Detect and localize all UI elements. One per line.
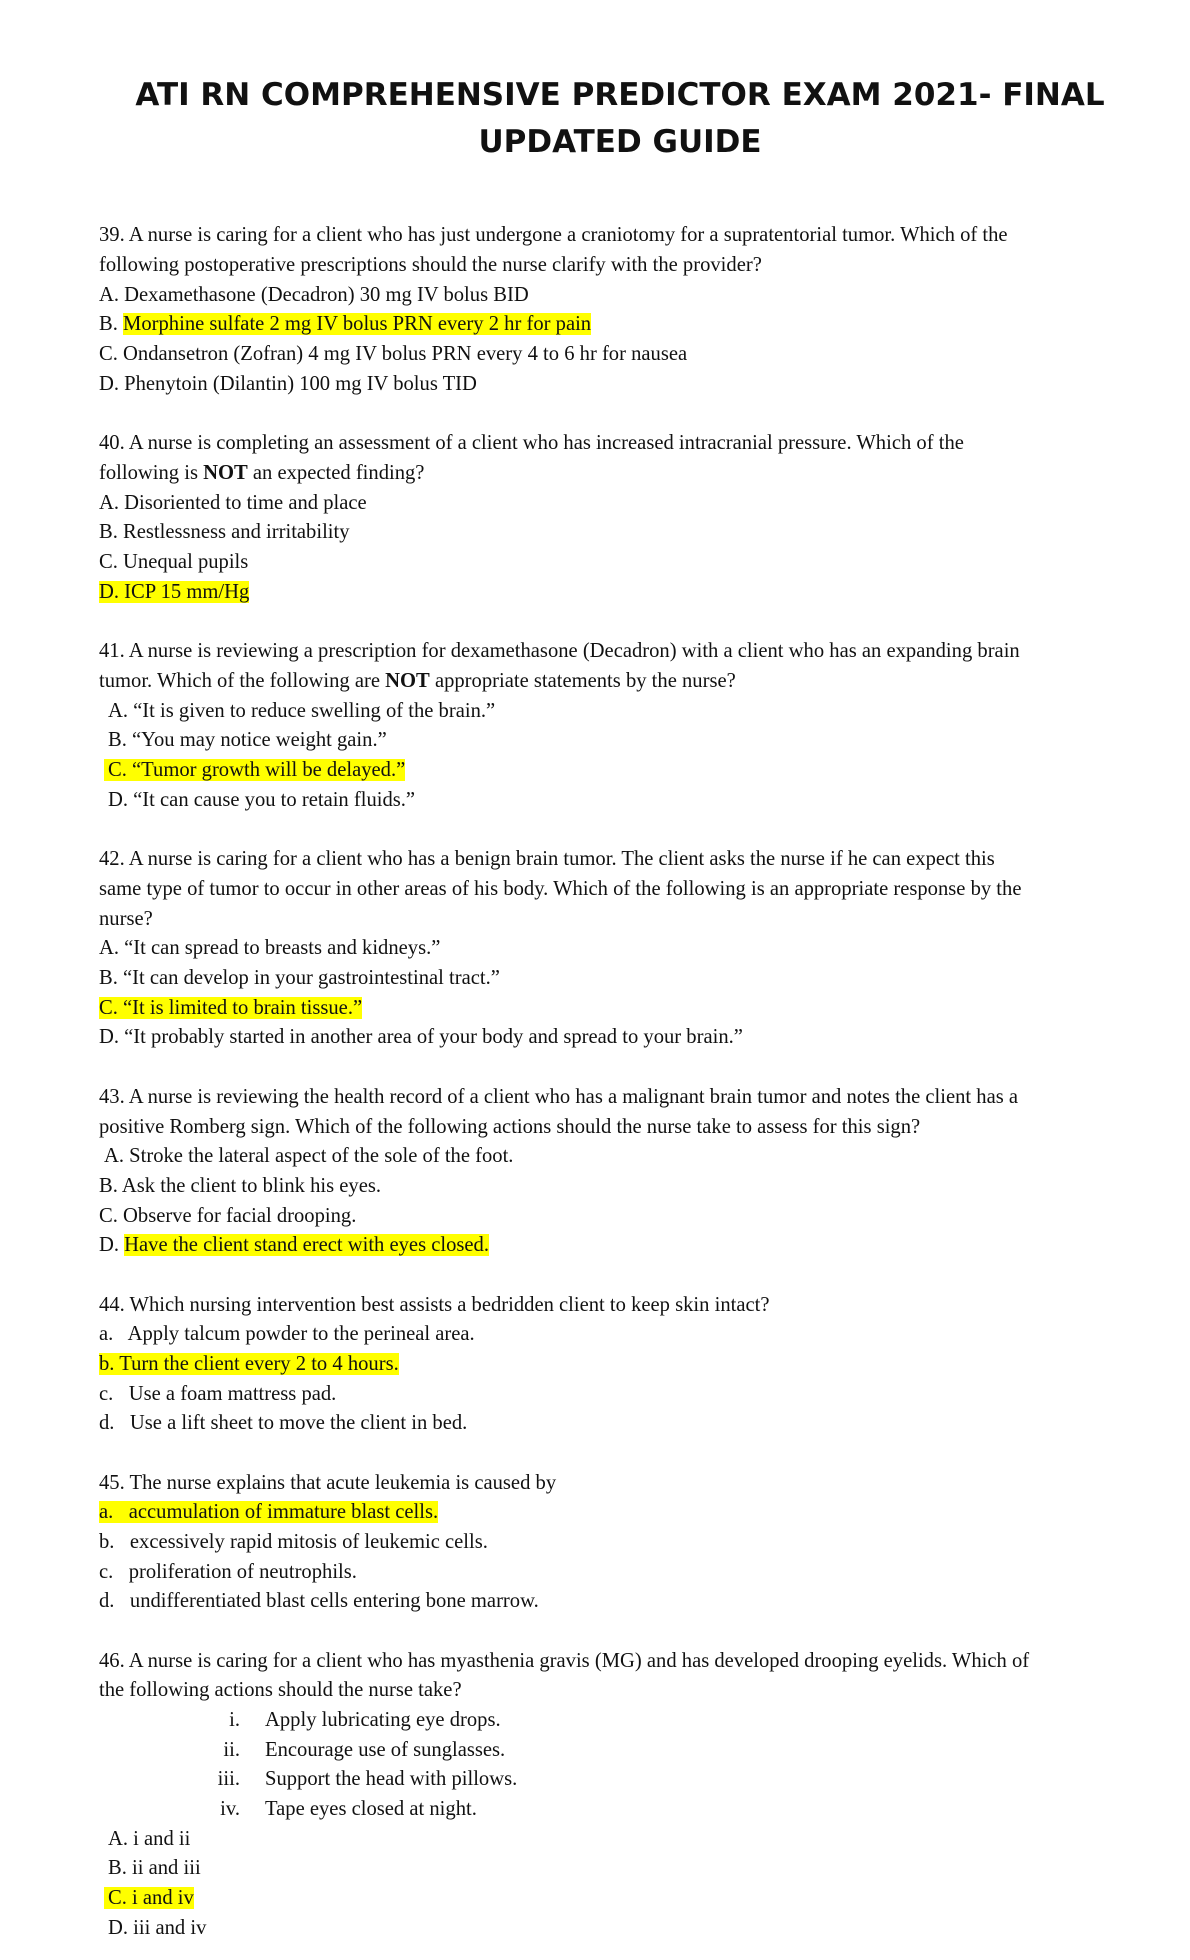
q43-option-d	[99, 1231, 489, 1261]
q39-option-a: A. Dexamethasone (Decadron) 30 mg IV bolus BID	[99, 284, 529, 306]
q40-option-d	[99, 578, 249, 608]
q40-answer-highlight: D. ICP 15 mm/Hg	[99, 581, 250, 603]
q41-option-d: D. “It can cause you to retain fluids.”	[108, 789, 416, 811]
q46-answer-highlight: C. i and iv	[104, 1887, 194, 1909]
q46-item-num: iii.	[217, 1768, 240, 1790]
q39-answer-highlight: Morphine sulfate 2 mg IV bolus PRN every 2 hr for pain	[123, 313, 592, 335]
q44-option-b	[99, 1350, 399, 1380]
q45-option-c: c. proliferation of neutrophils.	[99, 1561, 357, 1583]
q45-answer-highlight: a. accumulation of immature blast cells.	[99, 1501, 439, 1523]
q43-option-d-prefix: D.	[99, 1234, 125, 1256]
q41-stem-line-2	[99, 667, 736, 697]
q44-stem: 44. Which nursing intervention best assists a bedridden client to keep skin intact?	[99, 1294, 770, 1316]
q45-stem: 45. The nurse explains that acute leukemia is caused by	[99, 1472, 557, 1494]
q43-stem-line-1: 43. A nurse is reviewing the health record of a client who has a malignant brain tumor and notes the client has a	[99, 1086, 1019, 1108]
q41-answer-highlight: C. “Tumor growth will be delayed.”	[104, 759, 405, 781]
q44-option-d: d. Use a lift sheet to move the client in bed.	[99, 1412, 468, 1434]
q41-stem-post: appropriate statements by the nurse?	[429, 670, 736, 692]
q46-item-num: iv.	[220, 1798, 240, 1820]
q46-item-text: Apply lubricating eye drops.	[265, 1709, 501, 1731]
q41-stem-pre: tumor. Which of the following are	[99, 670, 386, 692]
q42-stem-line-3: nurse?	[99, 908, 153, 930]
q43-option-c: C. Observe for facial drooping.	[99, 1205, 357, 1227]
title-line-1: ATI RN COMPREHENSIVE PREDICTOR EXAM 2021- FINAL	[135, 77, 1105, 113]
q40-stem-emphasis: NOT	[203, 462, 248, 484]
q40-option-b: B. Restlessness and irritability	[99, 521, 350, 543]
q45-option-b: b. excessively rapid mitosis of leukemic cells.	[99, 1531, 488, 1553]
q39-stem-line-1: 39. A nurse is caring for a client who has just undergone a craniotomy for a supratentorial tumor. Which of the	[99, 224, 1008, 246]
q40-stem-pre: following is	[99, 462, 204, 484]
q44-option-a: a. Apply talcum powder to the perineal area.	[99, 1323, 475, 1345]
q39-option-d: D. Phenytoin (Dilantin) 100 mg IV bolus TID	[99, 373, 477, 395]
q42-stem-line-2: same type of tumor to occur in other areas of his body. Which of the following is an appropriate response by the	[99, 878, 1022, 900]
q41-option-b: B. “You may notice weight gain.”	[108, 729, 387, 751]
q43-stem-line-2: positive Romberg sign. Which of the following actions should the nurse take to assess for this sign?	[99, 1116, 921, 1138]
q46-item-num: ii.	[223, 1739, 240, 1761]
q46-option-d: D. iii and iv	[108, 1917, 207, 1939]
q45-option-a	[99, 1498, 438, 1528]
q40-stem-post: an expected finding?	[247, 462, 425, 484]
q41-option-a: A. “It is given to reduce swelling of the brain.”	[108, 700, 496, 722]
q42-option-c	[99, 994, 362, 1024]
q42-option-b: B. “It can develop in your gastrointestinal tract.”	[99, 967, 500, 989]
q40-stem-line-1: 40. A nurse is completing an assessment of a client who has increased intracranial pressure. Which of the	[99, 432, 964, 454]
q42-option-a: A. “It can spread to breasts and kidneys.”	[99, 937, 441, 959]
q39-option-b	[99, 310, 591, 340]
q40-stem-line-2	[99, 459, 424, 489]
q44-answer-highlight: b. Turn the client every 2 to 4 hours.	[99, 1353, 399, 1375]
q39-option-b-prefix: B.	[99, 313, 124, 335]
q42-option-d: D. “It probably started in another area of your body and spread to your brain.”	[99, 1026, 743, 1048]
q46-stem-line-1: 46. A nurse is caring for a client who has myasthenia gravis (MG) and has developed drooping eyelids. Which of	[99, 1650, 1030, 1672]
q41-option-c	[104, 756, 405, 786]
q41-stem-emphasis: NOT	[385, 670, 430, 692]
q45-option-d: d. undifferentiated blast cells entering bone marrow.	[99, 1590, 539, 1612]
title-line-2: UPDATED GUIDE	[478, 124, 762, 160]
q42-answer-highlight: C. “It is limited to brain tissue.”	[99, 997, 363, 1019]
q46-option-a: A. i and ii	[108, 1828, 191, 1850]
q40-option-a: A. Disoriented to time and place	[99, 492, 367, 514]
q42-stem-line-1: 42. A nurse is caring for a client who has a benign brain tumor. The client asks the nurse if he can expect this	[99, 848, 995, 870]
q39-option-c: C. Ondansetron (Zofran) 4 mg IV bolus PRN every 4 to 6 hr for nausea	[99, 343, 688, 365]
q46-stem-line-2: the following actions should the nurse take?	[99, 1679, 462, 1701]
q43-option-a: A. Stroke the lateral aspect of the sole of the foot.	[104, 1145, 514, 1167]
q40-option-c: C. Unequal pupils	[99, 551, 249, 573]
q46-option-c	[104, 1884, 194, 1914]
q46-item-text: Support the head with pillows.	[265, 1768, 518, 1790]
q41-stem-line-1: 41. A nurse is reviewing a prescription for dexamethasone (Decadron) with a client who has an expanding brain	[99, 640, 1020, 662]
q46-item-num: i.	[229, 1709, 240, 1731]
q46-item-text: Encourage use of sunglasses.	[265, 1739, 506, 1761]
q43-answer-highlight: Have the client stand erect with eyes closed.	[124, 1234, 489, 1256]
page-title	[80, 72, 1160, 166]
q43-option-b: B. Ask the client to blink his eyes.	[99, 1175, 381, 1197]
q46-option-b: B. ii and iii	[108, 1857, 201, 1879]
q46-item-text: Tape eyes closed at night.	[265, 1798, 477, 1820]
q39-stem-line-2: following postoperative prescriptions should the nurse clarify with the provider?	[99, 254, 762, 276]
q44-option-c: c. Use a foam mattress pad.	[99, 1383, 337, 1405]
